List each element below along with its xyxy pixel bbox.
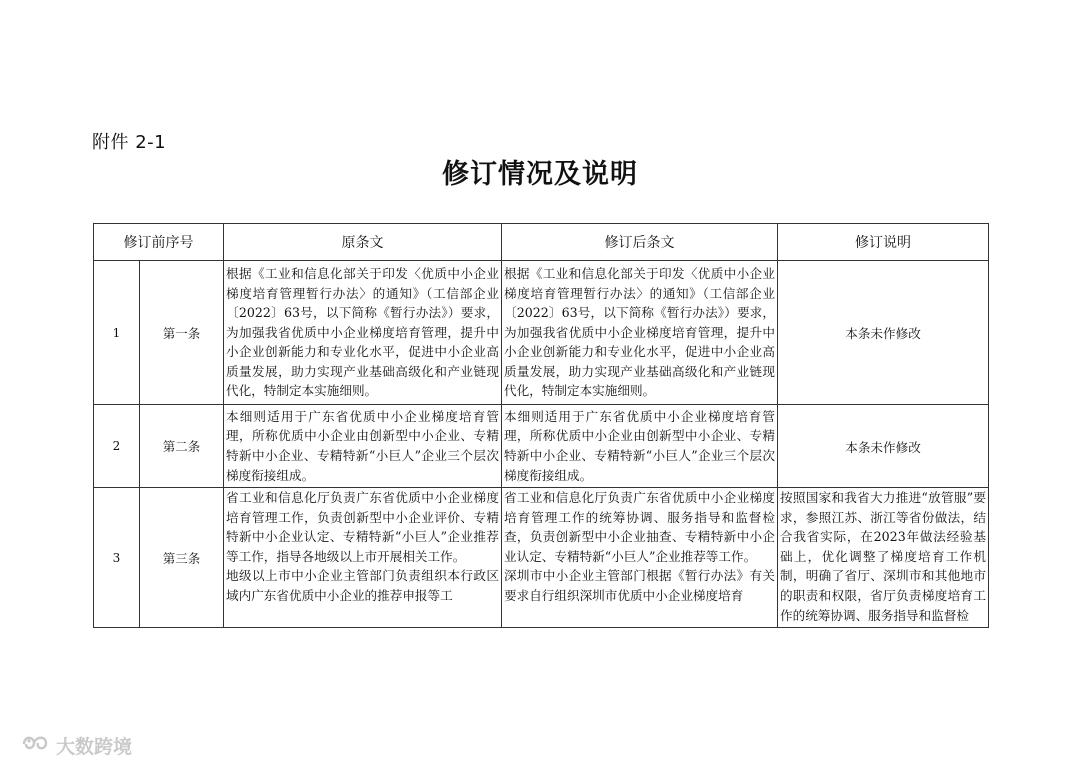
revision-note: 本条未作修改 — [778, 405, 989, 488]
header-revised: 修订后条文 — [502, 224, 778, 261]
watermark — [20, 732, 132, 759]
revision-note: 本条未作修改 — [778, 261, 989, 405]
revised-text: 本细则适用于广东省优质中小企业梯度培育管理，所称优质中小企业由创新型中小企业、专精特新中小企业、专精特新“小巨人”企业三个层次梯度衔接组成。 — [502, 405, 778, 488]
row-number: 1 — [94, 261, 140, 405]
header-seq: 修订前序号 — [94, 224, 224, 261]
revision-note: 按照国家和我省大力推进“放管服”要求，参照江苏、浙江等省份做法，结合我省实际，在2023年做法经验基础上，优化调整了梯度培育工作机制，明确了省厅、深圳市和其他地市的职责和权限，省厅负责梯度培育工作的统筹协调、服务指导和监督检 — [780, 490, 986, 623]
original-text-cell — [224, 488, 502, 628]
revised-text: 根据《工业和信息化部关于印发〈优质中小企业梯度培育管理暂行办法〉的通知》（工信部企业〔2022〕63号，以下简称《暂行办法》）要求，为加强我省优质中小企业梯度培育管理，提升中小企业创新能力和专业化水平，促进中小企业高质量发展，助力实现产业基础高级化和产业链现代化，特制定本实施细则。 — [502, 261, 778, 405]
original-text: 本细则适用于广东省优质中小企业梯度培育管理，所称优质中小企业由创新型中小企业、专精特新中小企业、专精特新“小巨人”企业三个层次梯度衔接组成。 — [224, 405, 502, 488]
revised-text-continued: 深圳市中小企业主管部门根据《暂行办法》有关要求自行组织深圳市优质中小企业梯度培育 — [504, 568, 775, 603]
row-number: 2 — [94, 405, 140, 488]
watermark-text: 大数跨境 — [56, 736, 133, 758]
revised-text: 省工业和信息化厅负责广东省优质中小企业梯度培育管理工作的统筹协调、服务指导和监督检查，负责创新型中小企业抽查、专精特新中小企业认定、专精特新“小巨人”企业推荐等工作。 — [504, 490, 775, 564]
page-title: 修订情况及说明 — [442, 159, 638, 190]
table-row — [94, 261, 989, 405]
clause-label: 第一条 — [140, 261, 224, 405]
header-note: 修订说明 — [778, 224, 989, 261]
original-text: 根据《工业和信息化部关于印发〈优质中小企业梯度培育管理暂行办法〉的通知》（工信部企业〔2022〕63号，以下简称《暂行办法》）要求，为加强我省优质中小企业梯度培育管理，提升中小企业创新能力和专业化水平，促进中小企业高质量发展，助力实现产业基础高级化和产业链现代化，特制定本实施细则。 — [224, 261, 502, 405]
brand-logo-icon — [20, 732, 50, 759]
original-text: 省工业和信息化厅负责广东省优质中小企业梯度培育管理工作，负责创新型中小企业评价、专精特新中小企业认定、专精特新“小巨人”企业推荐等工作，指导各地级以上市开展相关工作。 — [226, 490, 499, 564]
table-header-row — [94, 224, 989, 261]
revision-note-cell — [778, 488, 989, 628]
table-row — [94, 488, 989, 628]
table-row — [94, 405, 989, 488]
revision-table — [93, 223, 989, 628]
original-text-continued: 地级以上市中小企业主管部门负责组织本行政区域内广东省优质中小企业的推荐申报等工 — [226, 568, 499, 603]
header-original: 原条文 — [224, 224, 502, 261]
revised-text-cell — [502, 488, 778, 628]
clause-label: 第二条 — [140, 405, 224, 488]
row-number: 3 — [94, 488, 140, 628]
clause-label: 第三条 — [140, 488, 224, 628]
attachment-label: 附件 2-1 — [92, 132, 167, 153]
